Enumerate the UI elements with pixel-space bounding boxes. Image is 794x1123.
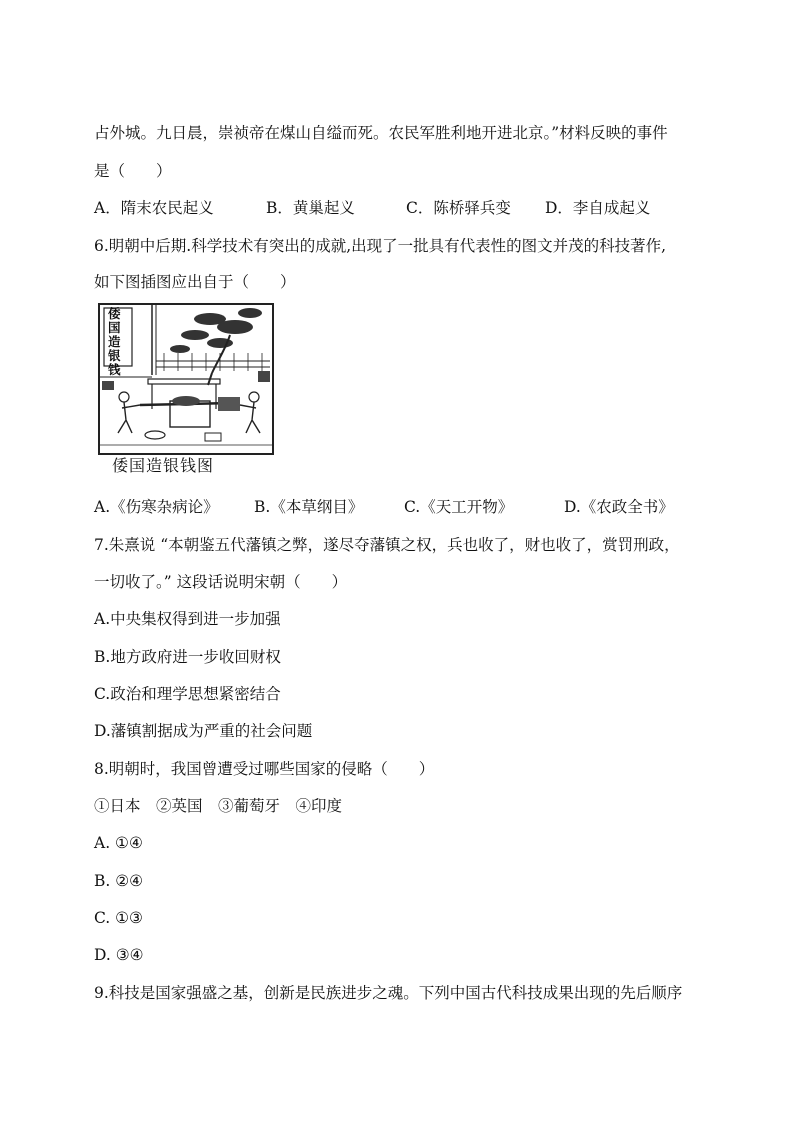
q8-option-a[interactable]: A. ①④ <box>94 834 143 852</box>
q7-stem-line2: 一切收了。” 这段话说明宋朝（ ） <box>94 573 348 591</box>
q8-option-b[interactable]: B. ②④ <box>94 872 144 890</box>
q9-stem-line1: 9.科技是国家强盛之基，创新是民族进步之魂。下列中国古代科技成果出现的先后顺序 <box>94 984 683 1002</box>
q6-stem-line1: 6.明朝中后期.科学技术有突出的成就,出现了一批具有代表性的图文并茂的科技著作, <box>94 237 667 255</box>
q5-text-line1: 占外城。九日晨，崇祯帝在煤山自缢而死。农民军胜利地开进北京。”材料反映的事件 <box>94 124 668 142</box>
q7-option-a[interactable]: A.中央集权得到进一步加强 <box>94 610 281 628</box>
q6-options <box>94 497 674 517</box>
q8-stem: 8.明朝时，我国曾遭受过哪些国家的侵略（ ） <box>94 760 435 778</box>
q8-option-c[interactable]: C. ①③ <box>94 909 143 927</box>
woodblock-illustration <box>98 303 274 455</box>
q5-options <box>94 198 650 218</box>
q6-option-d[interactable]: D.《农政全书》 <box>564 498 674 516</box>
q7-option-d[interactable]: D.藩镇割据成为严重的社会问题 <box>94 722 313 740</box>
q8-items: ①日本 ②英国 ③葡萄牙 ④印度 <box>94 797 343 815</box>
q7-option-b[interactable]: B.地方政府进一步收回财权 <box>94 648 281 666</box>
q5-option-a[interactable]: A．隋末农民起义 <box>94 199 214 217</box>
q8-option-d[interactable]: D. ③④ <box>94 946 144 964</box>
q5-option-c[interactable]: C．陈桥驿兵变 <box>406 199 511 217</box>
q6-stem-line2: 如下图插图应出自于（ ） <box>94 273 296 291</box>
q7-stem-line1: 7.朱熹说 “本朝鉴五代藩镇之弊，遂尽夺藩镇之权，兵也收了，财也收了，赏罚刑政， <box>94 536 680 554</box>
q5-option-d[interactable]: D．李自成起义 <box>545 199 651 217</box>
q6-option-b[interactable]: B.《本草纲目》 <box>254 498 364 516</box>
q6-option-c[interactable]: C.《天工开物》 <box>404 498 514 516</box>
q5-option-b[interactable]: B．黄巢起义 <box>266 199 355 217</box>
q5-text-line2: 是（ ） <box>94 162 172 180</box>
q6-option-a[interactable]: A.《伤寒杂病论》 <box>94 498 219 516</box>
q7-option-c[interactable]: C.政治和理学思想紧密结合 <box>94 685 281 703</box>
figure-caption: 倭国造银钱图 <box>112 456 215 475</box>
figure-vertical-title: 倭国造银钱 <box>108 306 121 377</box>
